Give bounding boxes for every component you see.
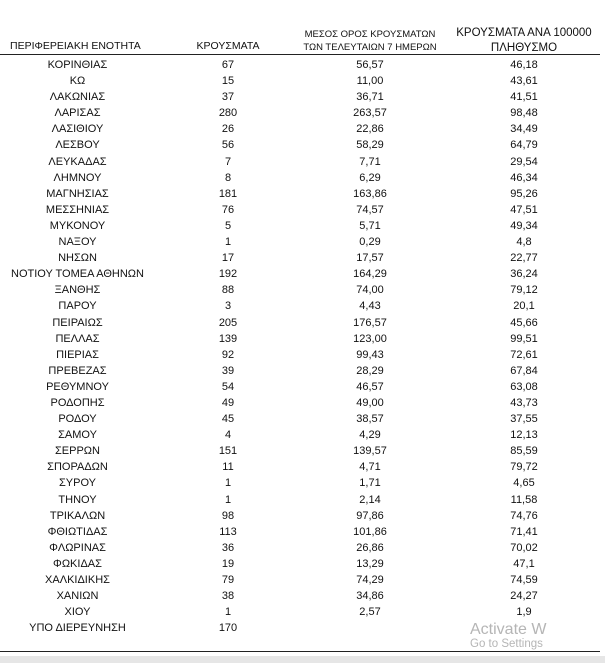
- per100k-cell: 49,34: [510, 219, 538, 232]
- cases-cell: 1: [224, 477, 232, 490]
- cases-cell: 11: [222, 461, 234, 474]
- region-cell: ΤΡΙΚΑΛΩΝ: [49, 509, 106, 522]
- table-row: [0, 298, 605, 314]
- cases-cell: 92: [221, 348, 235, 361]
- avg-7day-cell: 38,57: [356, 413, 384, 426]
- cases-cell: 3: [224, 300, 232, 313]
- per100k-cell: 63,08: [510, 380, 538, 393]
- per100k-cell: 99,51: [510, 332, 538, 345]
- cases-cell: 1: [224, 236, 232, 249]
- region-cell: ΡΟΔΟΥ: [58, 413, 97, 426]
- avg-7day-cell: 13,29: [356, 557, 384, 570]
- table-row: [0, 250, 605, 266]
- avg-7day-cell: 26,86: [356, 541, 384, 554]
- table-row: [0, 105, 605, 121]
- table-row: [0, 363, 605, 379]
- table-row: [0, 315, 605, 331]
- per100k-cell: 20,1: [513, 300, 535, 313]
- avg-7day-cell: 56,57: [356, 59, 384, 71]
- region-cell: ΚΟΡΙΝΘΙΑΣ: [47, 59, 108, 71]
- avg-7day-cell: 139,57: [353, 445, 387, 458]
- avg-7day-cell: 4,43: [359, 300, 381, 313]
- table-row: [0, 73, 605, 89]
- cases-cell: 4: [224, 429, 232, 442]
- data-table: [0, 57, 605, 636]
- avg-7day-cell: 1,71: [359, 477, 381, 490]
- avg-7day-cell: 0,29: [359, 236, 381, 249]
- cases-cell: 151: [218, 445, 238, 458]
- per100k-cell: 95,26: [510, 187, 538, 200]
- cases-cell: 19: [221, 557, 235, 570]
- avg-7day-cell: 2,57: [359, 606, 381, 619]
- region-cell: ΛΕΣΒΟΥ: [55, 139, 100, 152]
- table-row: [0, 282, 605, 298]
- cases-cell: 56: [221, 139, 235, 152]
- region-cell: ΠΡΕΒΕΖΑΣ: [48, 364, 107, 377]
- per100k-cell: 98,48: [510, 107, 538, 120]
- cases-cell: 192: [218, 268, 238, 281]
- region-cell: ΠΑΡΟΥ: [58, 300, 97, 313]
- per100k-cell: 36,24: [510, 268, 538, 281]
- per100k-cell: 41,51: [510, 91, 538, 104]
- avg-7day-cell: 99,43: [356, 348, 384, 361]
- cases-cell: 39: [221, 364, 235, 377]
- bottom-divider: [0, 651, 600, 652]
- per100k-cell: 46,18: [510, 59, 538, 71]
- region-cell: ΦΛΩΡΙΝΑΣ: [49, 541, 106, 554]
- avg-7day-cell: 123,00: [353, 332, 387, 345]
- per100k-cell: 71,41: [510, 525, 538, 538]
- region-cell: ΛΑΣΙΘΙΟΥ: [51, 123, 104, 136]
- avg-7day-cell: 176,57: [353, 316, 387, 329]
- avg-7day-cell: 4,71: [359, 461, 381, 474]
- per100k-cell: 29,54: [510, 155, 538, 168]
- avg-7day-cell: 163,86: [353, 187, 387, 200]
- region-cell: ΜΑΓΝΗΣΙΑΣ: [46, 187, 109, 200]
- per100k-cell: 46,34: [510, 171, 538, 184]
- avg-7day-cell: 11,00: [356, 75, 384, 88]
- avg-7day-cell: 74,29: [356, 574, 384, 586]
- cases-cell: 280: [218, 107, 238, 120]
- table-row: [0, 427, 605, 443]
- region-cell: ΧΑΛΚΙΔΙΚΗΣ: [45, 574, 110, 586]
- per100k-cell: 45,66: [510, 316, 538, 329]
- cases-cell: 45: [221, 413, 235, 426]
- region-cell: ΧΙΟΥ: [64, 606, 91, 619]
- avg-7day-cell: 4,29: [359, 429, 381, 442]
- cases-cell: 79: [221, 574, 235, 586]
- cases-cell: 113: [219, 525, 237, 538]
- avg-7day-cell: 58,29: [356, 139, 384, 152]
- header-region: ΠΕΡΙΦΕΡΕΙΑΚΗ ΕΝΟΤΗΤΑ: [10, 40, 141, 52]
- table-row: [0, 331, 605, 347]
- cases-cell: 139: [218, 332, 238, 345]
- table-row: [0, 137, 605, 153]
- cases-cell: 26: [221, 123, 235, 136]
- per100k-cell: 12,13: [510, 429, 538, 442]
- header-per100k-line1: ΚΡΟΥΣΜΑΤΑ ΑΝΑ 100000: [456, 27, 592, 39]
- cases-cell: 15: [221, 75, 235, 88]
- avg-7day-cell: 28,29: [356, 364, 384, 377]
- cases-cell: 36: [221, 541, 235, 554]
- region-cell: ΧΑΝΙΩΝ: [56, 590, 99, 603]
- avg-7day-cell: 2,14: [359, 493, 381, 506]
- table-row: [0, 379, 605, 395]
- per100k-cell: 4,8: [516, 236, 532, 249]
- per100k-cell: 43,73: [510, 396, 538, 409]
- per100k-cell: 85,59: [510, 445, 538, 458]
- region-cell: ΚΩ: [69, 75, 86, 88]
- per100k-cell: 37,55: [510, 413, 538, 426]
- cases-cell: 8: [224, 171, 232, 184]
- table-row: [0, 266, 605, 282]
- region-cell: ΜΕΣΣΗΝΙΑΣ: [45, 203, 110, 216]
- per100k-cell: 70,02: [510, 541, 538, 554]
- cases-cell: 49: [221, 396, 235, 409]
- avg-7day-cell: 97,86: [356, 509, 384, 522]
- table-row: [0, 540, 605, 556]
- table-row: [0, 459, 605, 475]
- cases-cell: 1: [224, 493, 232, 506]
- table-row: [0, 604, 605, 620]
- table-row: [0, 202, 605, 218]
- header-cases: ΚΡΟΥΣΜΑΤΑ: [196, 40, 260, 52]
- table-row: [0, 556, 605, 572]
- per100k-cell: 47,51: [510, 203, 538, 216]
- region-cell: ΜΥΚΟΝΟΥ: [49, 219, 106, 232]
- table-row: [0, 411, 605, 427]
- per100k-cell: 4,65: [513, 477, 535, 490]
- per100k-cell: 47,1: [513, 557, 535, 570]
- avg-7day-cell: 74,57: [356, 203, 384, 216]
- bottom-strip: [0, 656, 605, 663]
- cases-cell: 67: [221, 59, 235, 71]
- table-row: [0, 572, 605, 588]
- avg-7day-cell: 22,86: [356, 123, 384, 136]
- table-row: [0, 218, 605, 234]
- table-row: [0, 492, 605, 508]
- table-row: [0, 524, 605, 540]
- table-row: [0, 89, 605, 105]
- region-cell: ΣΠΟΡΑΔΩΝ: [47, 461, 108, 474]
- avg-7day-cell: 34,86: [356, 590, 384, 603]
- table-row: [0, 57, 605, 73]
- table-row: [0, 508, 605, 524]
- per100k-cell: 22,77: [510, 252, 538, 265]
- table-row: [0, 170, 605, 186]
- per100k-cell: 11,58: [510, 493, 538, 506]
- header-avg-line2: ΤΩΝ ΤΕΛΕΥΤΑΙΩΝ 7 ΗΜΕΡΩΝ: [303, 42, 437, 53]
- per100k-cell: 64,79: [510, 139, 538, 152]
- cases-cell: 17: [221, 252, 235, 265]
- table-row: [0, 234, 605, 250]
- header-avg-line1: ΜΕΣΟΣ ΟΡΟΣ ΚΡΟΥΣΜΑΤΩΝ: [304, 29, 436, 40]
- cases-cell: 170: [218, 622, 238, 635]
- region-cell: ΦΩΚΙΔΑΣ: [53, 557, 102, 570]
- region-cell: ΠΕΛΛΑΣ: [55, 332, 100, 345]
- region-cell: ΝΗΣΩΝ: [58, 252, 97, 265]
- region-cell: ΣΥΡΟΥ: [58, 477, 96, 490]
- table-row: [0, 395, 605, 411]
- avg-7day-cell: 263,57: [353, 107, 387, 120]
- per100k-cell: 34,49: [510, 123, 538, 136]
- avg-7day-cell: 49,00: [356, 396, 384, 409]
- region-cell: ΤΗΝΟΥ: [58, 493, 97, 506]
- per100k-cell: 1,9: [516, 606, 532, 619]
- avg-7day-cell: 6,29: [359, 171, 381, 184]
- region-cell: ΠΙΕΡΙΑΣ: [56, 348, 99, 361]
- region-cell: ΛΕΥΚΑΔΑΣ: [48, 155, 107, 168]
- table-row: [0, 347, 605, 363]
- avg-7day-cell: 5,71: [359, 219, 381, 232]
- header-per100k-line2: ΠΛΗΘΥΣΜΟ: [490, 42, 558, 54]
- table-row: [0, 121, 605, 137]
- cases-cell: 205: [218, 316, 238, 329]
- cases-cell: 7: [224, 155, 232, 168]
- avg-7day-cell: 164,29: [353, 268, 387, 281]
- region-cell: ΡΕΘΥΜΝΟΥ: [46, 380, 109, 393]
- table-row: [0, 475, 605, 491]
- cases-cell: 5: [224, 219, 232, 232]
- cases-cell: 37: [221, 91, 235, 104]
- watermark-line2: Go to Settings: [470, 638, 543, 650]
- region-cell: ΥΠΟ ΔΙΕΡΕΥΝΗΣΗ: [29, 622, 126, 635]
- region-cell: ΡΟΔΟΠΗΣ: [50, 396, 105, 409]
- region-cell: ΠΕΙΡΑΙΩΣ: [52, 316, 103, 329]
- region-cell: ΝΟΤΙΟΥ ΤΟΜΕΑ ΑΘΗΝΩΝ: [11, 268, 144, 281]
- cases-cell: 76: [221, 203, 235, 216]
- region-cell: ΛΑΚΩΝΙΑΣ: [49, 91, 106, 104]
- region-cell: ΦΘΙΩΤΙΔΑΣ: [47, 525, 108, 538]
- cases-cell: 181: [218, 187, 238, 200]
- region-cell: ΛΑΡΙΣΑΣ: [54, 107, 101, 120]
- per100k-cell: 67,84: [510, 364, 538, 377]
- per100k-cell: 43,61: [510, 75, 538, 88]
- avg-7day-cell: 46,57: [356, 380, 384, 393]
- cases-cell: 54: [221, 380, 235, 393]
- cases-cell: 1: [224, 606, 232, 619]
- avg-7day-cell: 7,71: [359, 155, 381, 168]
- cases-cell: 98: [221, 509, 235, 522]
- region-cell: ΣΑΜΟΥ: [58, 429, 97, 442]
- per100k-cell: 74,76: [510, 509, 538, 522]
- header-divider: [0, 54, 600, 55]
- per100k-cell: 79,12: [510, 284, 538, 297]
- table-row: [0, 443, 605, 459]
- watermark-line1: Activate W: [470, 621, 547, 638]
- table-row: [0, 588, 605, 604]
- per100k-cell: 79,72: [510, 461, 538, 474]
- region-cell: ΛΗΜΝΟΥ: [53, 171, 102, 184]
- cases-cell: 38: [221, 590, 235, 603]
- avg-7day-cell: 101,86: [353, 525, 387, 538]
- per100k-cell: 74,59: [510, 574, 538, 586]
- per100k-cell: 72,61: [510, 348, 538, 361]
- region-cell: ΞΑΝΘΗΣ: [54, 284, 101, 297]
- table-row: [0, 186, 605, 202]
- avg-7day-cell: 36,71: [356, 91, 384, 104]
- avg-7day-cell: 74,00: [356, 284, 384, 297]
- per100k-cell: 24,27: [510, 590, 538, 603]
- avg-7day-cell: 17,57: [356, 252, 384, 265]
- cases-cell: 88: [221, 284, 235, 297]
- table-row: [0, 154, 605, 170]
- region-cell: ΣΕΡΡΩΝ: [55, 445, 100, 458]
- region-cell: ΝΑΞΟΥ: [58, 236, 97, 249]
